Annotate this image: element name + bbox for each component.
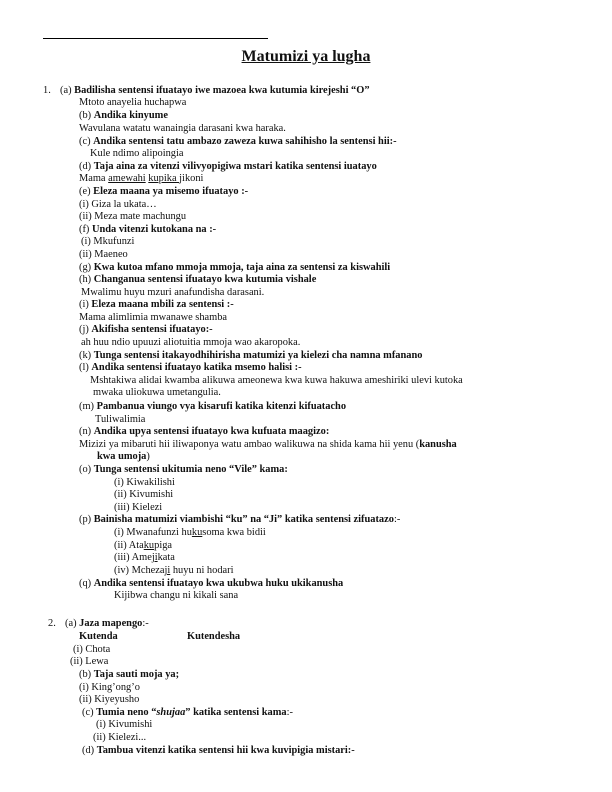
line-text: (j) [79,324,92,335]
line-text: ” katika sentensi kama [185,707,287,718]
line-text: (i) [79,299,92,310]
document-line [79,161,377,173]
line-text: Kule ndimo alipoingia [90,148,184,159]
line-text: amewahi [108,173,146,184]
line-text: (ii) Ata [114,540,144,551]
document-line [93,732,146,744]
document-line [65,618,149,630]
document-line [187,631,240,643]
line-text: kanusha [419,439,457,450]
line-text: (b) [79,669,94,680]
line-text: Eleza maana mbili za sentensi :- [91,299,234,310]
document-line [79,631,118,643]
document-line [114,552,175,564]
line-text: (q) [79,578,94,589]
line-text: kupika [148,173,180,184]
line-text: (o) [79,464,94,475]
line-text: (ii) Kiyeyusho [79,694,140,705]
document-line [79,136,397,148]
line-text: (i) Kiwakilishi [114,477,175,488]
line-text: (d) [79,161,94,172]
document-line [96,719,152,731]
document-line [79,324,213,336]
line-text: (n) [79,426,94,437]
line-text: (g) [79,262,94,273]
document-line [82,745,355,757]
line-text: (i) Kivumishi [96,719,153,730]
line-text: Mizizi ya mibaruti hii iliwaponya watu ambao walikuwa na shida kama hii yenu ( [79,439,420,450]
line-text: (i) King’ong’o [79,682,140,693]
line-text: :- [393,514,401,525]
line-text: Tunga sentensi ukitumia neno “Vile” kama: [93,464,288,475]
line-text: Mama [79,173,109,184]
line-text: (k) [79,350,94,361]
line-text: (d) [82,745,97,756]
line-text: Kijibwa changu ni kikali sana [114,590,239,601]
line-text: (l) [79,362,92,373]
line-text: Taja aina za vitenzi vilivyopigiwa mstari katika sentensi iuatayo [93,161,377,172]
page-title [0,48,612,66]
line-text: jikoni [179,173,204,184]
line-text: (f) [79,224,92,235]
document-line [81,337,300,349]
line-text: :- [142,618,149,629]
line-text: Mwalimu huyu mzuri anafundisha darasani. [81,287,265,298]
document-line [79,97,186,109]
document-line [79,578,343,590]
line-text: Kutenda [79,631,118,642]
document-line [81,287,264,299]
line-text: ) [146,451,150,462]
line-text: (iii) Kielezi [114,502,163,513]
line-text: Akifisha sentensi ifuatayo:- [91,324,213,335]
document-line [82,707,293,719]
document-line [81,236,134,248]
document-line [79,312,227,324]
line-text: Kwa kutoa mfano mmoja mmoja, taja aina za sentensi za kiswahili [93,262,391,273]
document-line [73,644,110,656]
document-line [114,489,173,501]
line-text: (c) [82,707,97,718]
document-line [79,123,286,135]
document-line [114,540,172,552]
document-line [70,656,108,668]
line-text: Andika kinyume [93,110,168,121]
line-text: mwaka uliokuwa umetangulia. [93,387,221,398]
document-line [79,350,422,362]
document-line [79,694,139,706]
line-text: ah huu ndio upuuzi aliotuitia mmoja wao akaropoka. [81,337,301,348]
document-line [79,173,203,185]
document-line [114,477,175,489]
line-text: (ii) Maeneo [79,249,128,260]
line-text: Mtoto anayelia huchapwa [79,97,187,108]
document-line [79,224,216,236]
document-line [79,401,346,413]
line-text: (ii) Lewa [70,656,109,667]
document-line [79,249,128,261]
document-line [43,85,51,97]
document-line [79,426,329,438]
line-text: piga [154,540,173,551]
line-text: Andika sentensi ifuatayo kwa ukubwa huku ukikanusha [93,578,344,589]
document-line [79,199,157,211]
line-text: (a) [60,85,75,96]
line-text: (c) [79,136,94,147]
document-line [90,375,463,387]
line-text: Andika upya sentensi ifuatayo kwa kufuata maagizo: [93,426,330,437]
line-text: ji [151,552,158,563]
line-text: Tunga sentensi itakayodhihirisha matumizi ya kielezi cha namna mfanano [93,350,423,361]
document-line [114,527,266,539]
line-text: Mshtakiwa alidai kwamba alikuwa ameonewa kwa kuwa hakuwa ameshiriki ulevi kutoka [90,375,463,386]
document-line [79,211,186,223]
line-text: Eleza maana ya misemo ifuatayo :- [93,186,249,197]
document-line [79,514,400,526]
line-text: (h) [79,274,94,285]
line-text: Bainisha matumizi viambishi “ku” na “Ji” katika sentensi zifuatazo [93,514,394,525]
line-text: (i) Mwanafunzi hu [114,527,192,538]
line-text: (ii) Kielezi... [93,732,147,743]
document-line [79,464,288,476]
line-text: Tuliwalimia [95,414,146,425]
line-text: (ii) Meza mate machungu [79,211,187,222]
document-line [114,590,238,602]
line-text: (p) [79,514,94,525]
line-text: (b) [79,110,94,121]
line-text: (m) [79,401,97,412]
line-text: shujaa [156,707,186,718]
line-text: Changanua sentensi ifuatayo kwa kutumia vishale [93,274,317,285]
line-text: soma kwa bidii [202,527,266,538]
line-text: Badilisha sentensi ifuatayo iwe mazoea kwa kutumia kirejeshi “O” [74,85,370,96]
header-rule [43,38,268,39]
document-line [48,618,56,630]
document-line [114,502,162,514]
line-text: huyu ni hodari [170,565,234,576]
document-line [90,148,184,160]
line-text: (i) Mkufunzi [81,236,135,247]
document-line [79,274,316,286]
line-text: (a) [65,618,80,629]
line-text: Tambua vitenzi katika sentensi hii kwa kuvipigia mistari:- [96,745,355,756]
line-text: kata [157,552,175,563]
line-text: Tumia neno “ [96,707,157,718]
line-text: Andika sentensi ifuatayo katika msemo halisi :- [91,362,302,373]
line-text: Kutendesha [187,631,241,642]
page-title-text: Matumizi ya lugha [241,48,371,65]
line-text: (iv) Mcheza [114,565,165,576]
line-text: ku [191,527,203,538]
line-text: 2. [48,618,56,629]
line-text: Wavulana watatu wanaingia darasani kwa haraka. [79,123,286,134]
line-text: ku [143,540,155,551]
line-text: kwa umoja [97,451,147,462]
document-line [79,439,457,451]
document-line [79,186,248,198]
document-line [79,262,390,274]
line-text: (ii) Kivumishi [114,489,174,500]
document-line [60,85,370,97]
document-line [79,669,179,681]
line-text: Andika sentensi tatu ambazo zaweza kuwa sahihisho la sentensi hii:- [93,136,397,147]
document-line [97,451,150,463]
document-line [114,565,233,577]
line-text: (i) Giza la ukata… [79,199,157,210]
document-line [95,414,145,426]
line-text: 1. [43,85,51,96]
line-text: Mama alimlimia mwanawe shamba [79,312,228,323]
document-line [79,110,168,122]
line-text: (e) [79,186,94,197]
line-text: Pambanua viungo vya kisarufi katika kitenzi kifuatacho [96,401,347,412]
document-line [79,682,140,694]
line-text: Unda vitenzi kutokana na :- [91,224,217,235]
line-text: Taja sauti moja ya; [93,669,180,680]
document-line [79,362,302,374]
document-line [93,387,221,399]
line-text: Jaza mapengo [79,618,143,629]
document-line [79,299,234,311]
line-text: (iii) Ame [114,552,152,563]
line-text: :- [286,707,293,718]
line-text: (i) Chota [73,644,111,655]
line-text: ji [164,565,171,576]
